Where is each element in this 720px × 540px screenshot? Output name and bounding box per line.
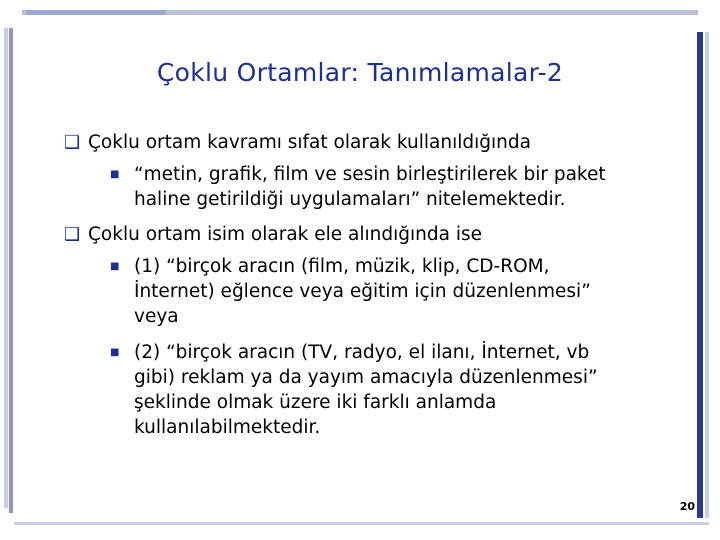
sub-bullet-text: (1) “birçok aracın (film, müzik, klip, CD-ROM, — [134, 256, 550, 277]
square-bullet-icon: ■ — [110, 169, 120, 180]
left-decor-bar-light — [4, 28, 8, 508]
checkbox-bullet-icon: ❑ — [64, 132, 81, 153]
bullet-text: Çoklu ortam isim olarak ele alındığında ise — [88, 224, 483, 245]
sub-bullet-text: şeklinde olmak üzere iki farklı anlamda — [134, 392, 497, 413]
bottom-decor-bar — [14, 522, 709, 525]
right-decor-bar-light — [705, 32, 709, 518]
sub-bullet-text: veya — [134, 306, 179, 327]
sub-bullet-text: İnternet) eğlence veya eğitim için düzenlenmesi” — [134, 281, 591, 302]
page-number: 20 — [679, 500, 695, 513]
sub-bullet-text: (2) “birçok aracın (TV, radyo, el ilanı, İnternet, vb — [134, 342, 590, 363]
slide-title: Çoklu Ortamlar: Tanımlamalar-2 — [156, 58, 564, 87]
bullet-text: Çoklu ortam kavramı sıfat olarak kullanıldığında — [88, 132, 531, 153]
sub-bullet-text: kullanılabilmektedir. — [134, 417, 321, 438]
square-bullet-icon: ■ — [110, 261, 120, 272]
left-decor-bar-dark — [9, 28, 13, 513]
sub-bullet-text: “metin, grafik, film ve sesin birleştirilerek bir paket — [134, 164, 606, 185]
sub-bullet-text: gibi) reklam ya da yayım amacıyla düzenlenmesi” — [134, 367, 598, 388]
sub-bullet-text: haline getirildiği uygulamaları” nitelemektedir. — [134, 189, 566, 210]
right-decor-bar-dark — [697, 32, 703, 518]
top-decor-accent — [26, 10, 166, 15]
square-bullet-icon: ■ — [110, 347, 120, 358]
checkbox-bullet-icon: ❑ — [64, 224, 81, 245]
